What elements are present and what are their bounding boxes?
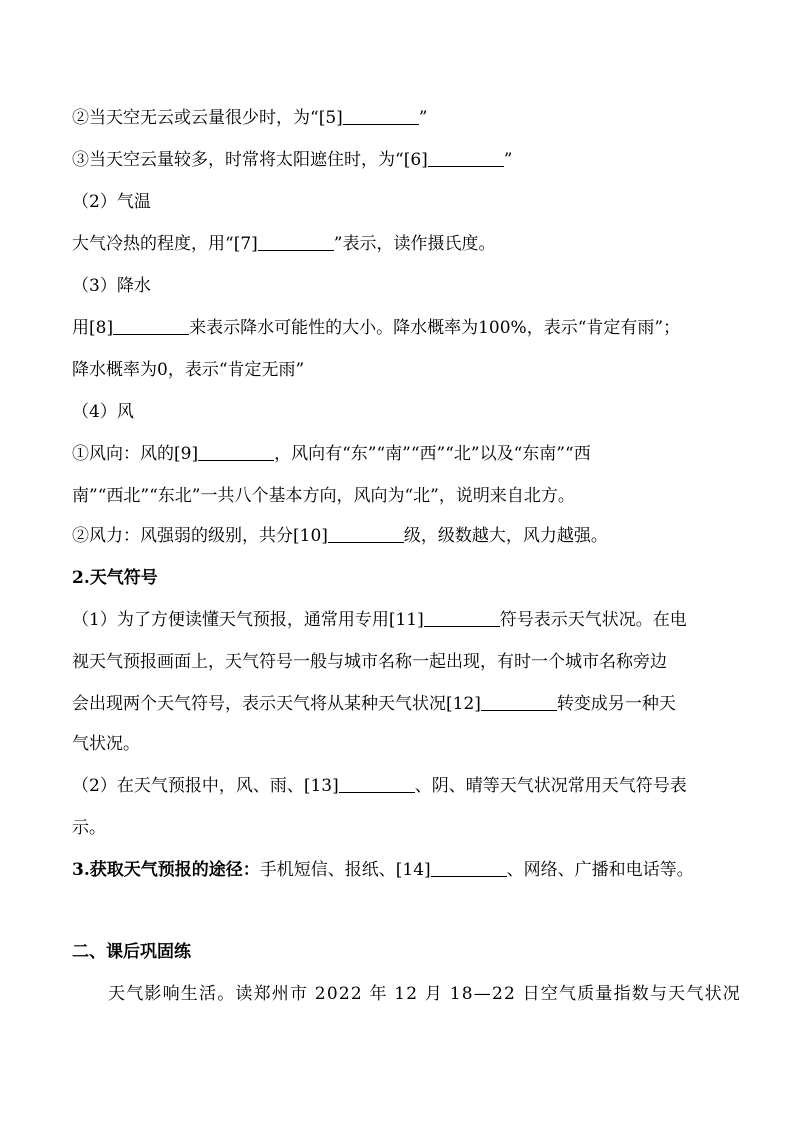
symbols-text-2: 视天气预报画面上，天气符号一般与城市名称一起出现，有时一个城市名称旁边 [72, 652, 667, 672]
blank-7[interactable] [258, 232, 334, 251]
precipitation-text-1: 用[8] 来表示降水可能性的大小。降水概率为100%，表示“肯定有雨”； [72, 318, 681, 338]
blank-14[interactable] [431, 858, 507, 877]
symbols-text-4: 气状况。 [72, 734, 140, 754]
temperature-text: 大气冷热的程度，用“[7] ”表示，读作摄氏度。 [72, 234, 496, 254]
heading-wind: （4）风 [72, 402, 134, 422]
symbols-text-3: 会出现两个天气符号，表示天气将从某种天气状况[12] 转变成另一种天 [72, 694, 676, 714]
heading-temperature: （2）气温 [72, 192, 151, 212]
blank-6[interactable] [428, 148, 504, 167]
precipitation-text-2: 降水概率为0，表示“肯定无雨” [72, 360, 305, 380]
cloud-sunny-item: ②当天空无云或云量很少时，为“[5] ” [72, 108, 428, 128]
wind-direction-text-2: 南”“西北”“东北”一共八个基本方向，风向为“北”，说明来自北方。 [72, 486, 575, 506]
practice-intro-text: 天气影响生活。读郑州市 2022 年 12 月 18—22 日空气质量指数与天气状况 [108, 984, 741, 1004]
forecast-channels-text: 3.获取天气预报的途径：手机短信、报纸、[14] 、网络、广播和电话等。 [72, 860, 694, 880]
wind-direction-text-1: ①风向：风的[9] ，风向有“东”“南”“西”“北”以及“东南”“西 [72, 444, 591, 464]
blank-8[interactable] [113, 316, 189, 335]
wind-force-text: ②风力：风强弱的级别，共分[10] 级，级数越大，风力越强。 [72, 526, 608, 546]
blank-9[interactable] [198, 442, 274, 461]
blank-10[interactable] [328, 524, 404, 543]
heading-weather-symbols: 2.天气符号 [72, 568, 158, 588]
cloud-cloudy-item: ③当天空云量较多，时常将太阳遮住时，为“[6] ” [72, 150, 513, 170]
symbols-text-5: （2）在天气预报中，风、雨、[13] 、阴、晴等天气状况常用天气符号表 [72, 776, 687, 796]
blank-12[interactable] [481, 692, 557, 711]
blank-5[interactable] [343, 106, 419, 125]
symbols-text-1: （1）为了方便读懂天气预报，通常用专用[11] 符号表示天气状况。在电 [72, 610, 687, 630]
blank-11[interactable] [424, 608, 500, 627]
blank-13[interactable] [339, 774, 415, 793]
symbols-text-6: 示。 [72, 818, 106, 838]
heading-precipitation: （3）降水 [72, 276, 151, 296]
section-heading-practice: 二、课后巩固练 [72, 942, 191, 962]
